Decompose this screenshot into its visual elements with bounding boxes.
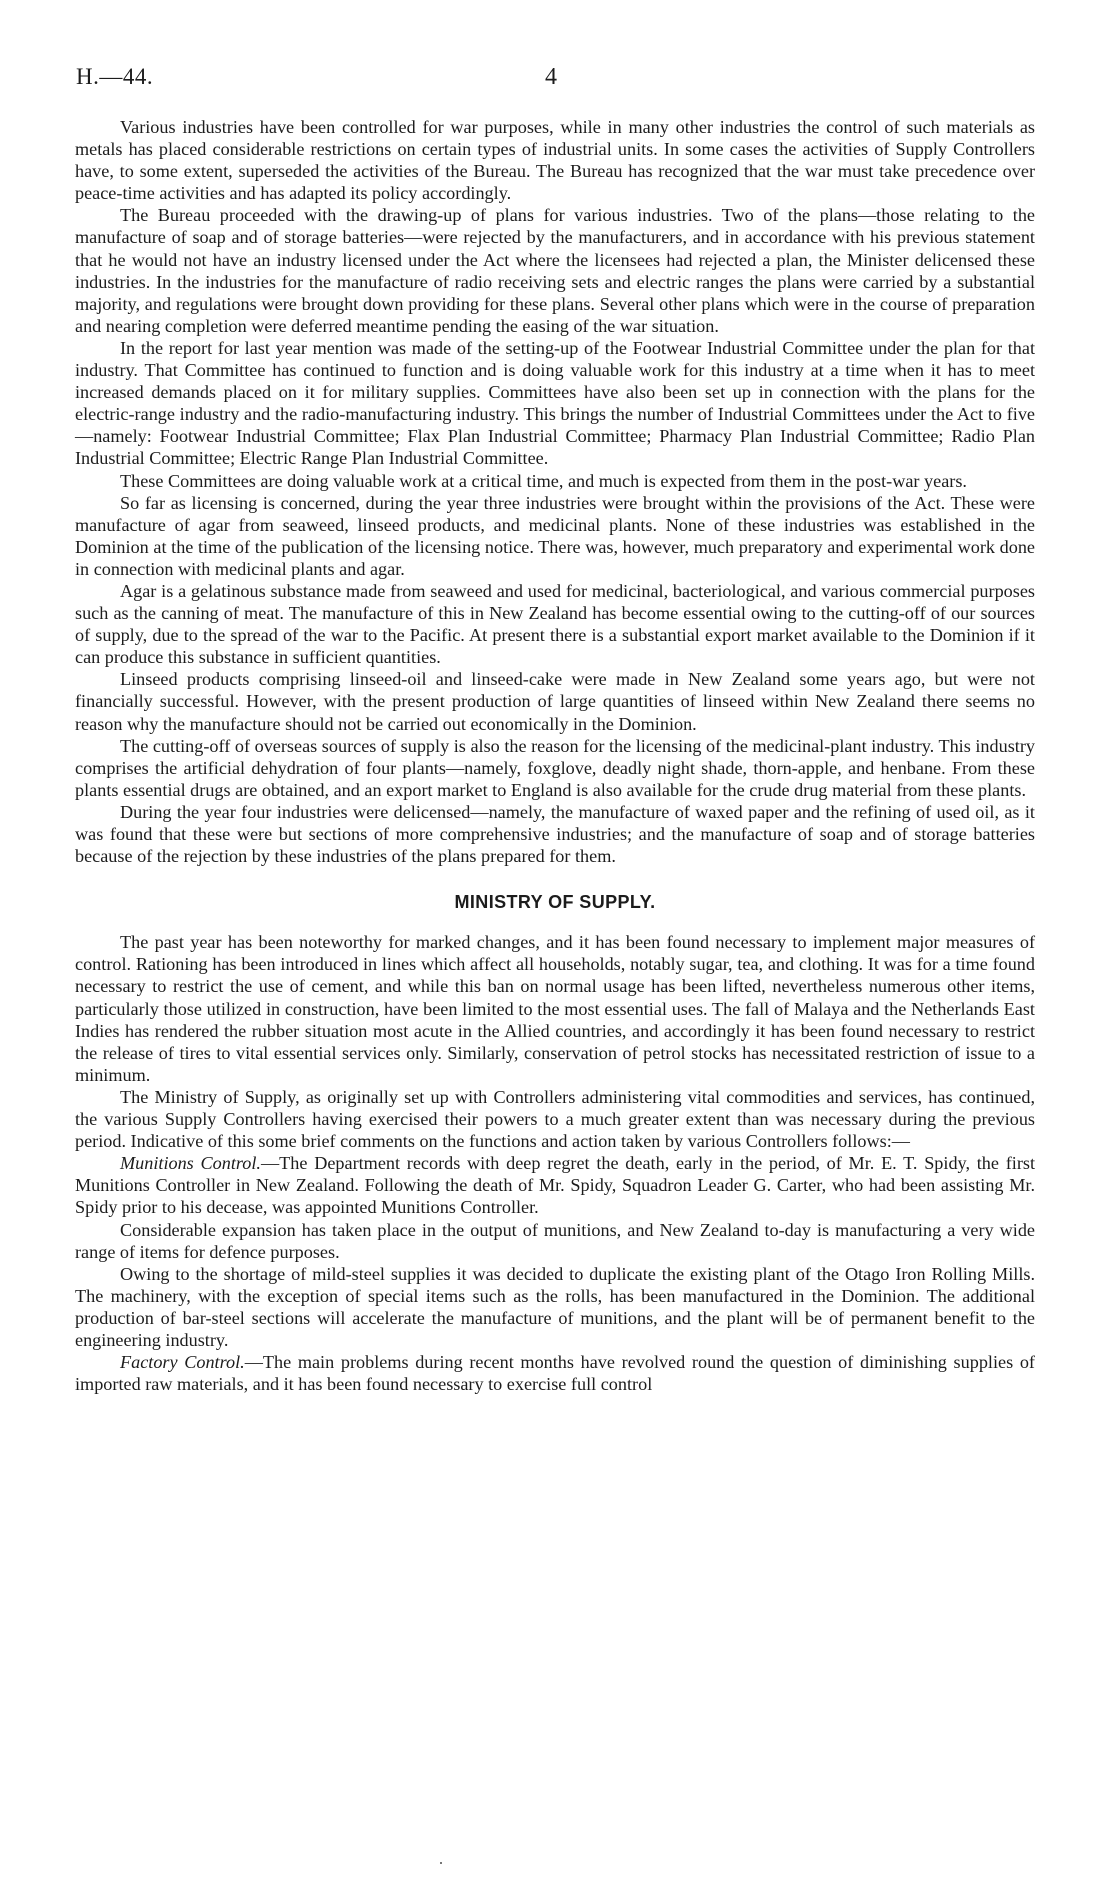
paragraph: The cutting-off of overseas sources of supply is also the reason for the licensing of the medicinal-plant industry. This industry comprises the artificial dehydration of four plants—namely, foxglove, deadly night shade, thorn-apple, and henbane. From these plants essential drugs are obtained, and an export market to England is also available for the crude drug material from these plants. xyxy=(75,735,1035,800)
paragraph: During the year four industries were delicensed—namely, the manufacture of waxed paper and the refining of used oil, as it was found that these were but sections of more comprehensive industries; and the manufacture of soap and of storage batteries because of the rejection by these industries of the plans prepared for them. xyxy=(75,801,1035,867)
paragraph: Linseed products comprising linseed-oil and linseed-cake were made in New Zealand some years ago, but were not financially successful. However, with the present production of large quantities of linseed within New Zealand there seems no reason why the manufacture should not be carried out economically in the Dominion. xyxy=(75,669,1035,734)
section-heading: MINISTRY OF SUPPLY. xyxy=(454,892,656,913)
paragraph: Considerable expansion has taken place in the output of munitions, and New Zealand to-day is manufacturing a very wide range of items for defence purposes. xyxy=(75,1219,1035,1262)
munitions-control-text: —The Department records with deep regret the death, early in the period, of Mr. E. T. Spidy, the first Munitions Controller in New Zealand. Following the death of Mr. Spidy, Squadron Leader G. Carter, who had been assisting Mr. Spidy prior to his decease, was appointed Munitions Controller. xyxy=(75,1153,1036,1218)
munitions-control-paragraph xyxy=(75,1152,1035,1218)
paragraph: Owing to the shortage of mild-steel supplies it was decided to duplicate the existing plant of the Otago Iron Rolling Mills. The machinery, with the exception of special items such as the rolls, has been manufactured in the Dominion. The additional production of bar-steel sections will accelerate the manufacture of munitions, and the plant will be of permanent benefit to the engineering industry. xyxy=(75,1263,1035,1350)
document-reference: H.—44. xyxy=(76,64,154,89)
paragraph: The Ministry of Supply, as originally set up with Controllers administering vital commodities and services, has continued, the various Supply Controllers having exercised their powers to a much greater extent than was necessary during the previous period. Indicative of this some brief comments on the functions and action taken by various Controllers follows:— xyxy=(75,1086,1035,1152)
paragraph: In the report for last year mention was made of the setting-up of the Footwear Industrial Committee under the plan for that industry. That Committee has continued to function and is doing valuable work for this industry at a time when it has to meet increased demands placed on it for military supplies. Committees have also been set up in connection with the plans for the electric-range industry and the radio-manufacturing industry. This brings the number of Industrial Committees under the Act to five—namely: Footwear Industrial Committee; Flax Plan Industrial Committee; Pharmacy Plan Industrial Committee; Radio Plan Industrial Committee; Electric Range Plan Industrial Committee. xyxy=(75,337,1035,469)
paragraph: Various industries have been controlled for war purposes, while in many other industries the control of such materials as metals has placed considerable restrictions on certain types of industrial units. In some cases the activities of Supply Controllers have, to some extent, superseded the activities of the Bureau. The Bureau has recognized that the war must take precedence over peace-time activities and has adapted its policy accordingly. xyxy=(75,117,1035,204)
print-mark xyxy=(440,1862,442,1864)
paragraph: The Bureau proceeded with the drawing-up of plans for various industries. Two of the plans—those relating to the manufacture of soap and of storage batteries—were rejected by the manufacturers, and in accordance with his previous statement that he would not have an industry licensed under the Act where the licensees had rejected a plan, the Minister delicensed these industries. In the industries for the manufacture of radio receiving sets and electric ranges the plans were carried by a substantial majority, and regulations were brought down providing for these plans. Several other plans which were in the course of preparation and nearing completion were deferred meantime pending the easing of the war situation. xyxy=(75,205,1035,336)
factory-control-paragraph xyxy=(75,1351,1035,1395)
paragraph: The past year has been noteworthy for marked changes, and it has been found necessary to implement major measures of control. Rationing has been introduced in lines which affect all households, notably sugar, tea, and clothing. It was for a time found necessary to restrict the use of cement, and while this ban on normal usage has been lifted, nevertheless numerous other items, particularly those utilized in construction, have been limited to the most essential uses. The fall of Malaya and the Netherlands East Indies has rendered the rubber situation most acute in the Allied countries, and accordingly it has been found necessary to restrict the release of tires to vital essential services only. Similarly, conservation of petrol stocks has necessitated restriction of issue to a minimum. xyxy=(75,932,1035,1085)
factory-control-text: —The main problems during recent months have revolved round the question of diminishing supplies of imported raw materials, and it has been found necessary to exercise full control xyxy=(75,1352,1035,1395)
munitions-control-lead: Munitions Control. xyxy=(120,1153,261,1174)
page-number: 4 xyxy=(545,64,557,90)
body-text xyxy=(75,116,1035,1395)
factory-control-lead: Factory Control. xyxy=(120,1352,245,1373)
paragraph: Agar is a gelatinous substance made from seaweed and used for medicinal, bacteriological, and various commercial purposes such as the canning of meat. The manufacture of this in New Zealand has become essential owing to the cutting-off of our sources of supply, due to the spread of the war to the Pacific. At present there is a substantial export market available to the Dominion if it can produce this substance in sufficient quantities. xyxy=(75,580,1035,668)
paragraph: So far as licensing is concerned, during the year three industries were brought within the provisions of the Act. These were manufacture of agar from seaweed, linseed products, and medicinal plants. None of these industries was established in the Dominion at the time of the publication of the licensing notice. There was, however, much preparatory and experimental work done in connection with medicinal plants and agar. xyxy=(75,492,1035,579)
paragraph: These Committees are doing valuable work at a critical time, and much is expected from them in the post-war years. xyxy=(120,470,967,491)
